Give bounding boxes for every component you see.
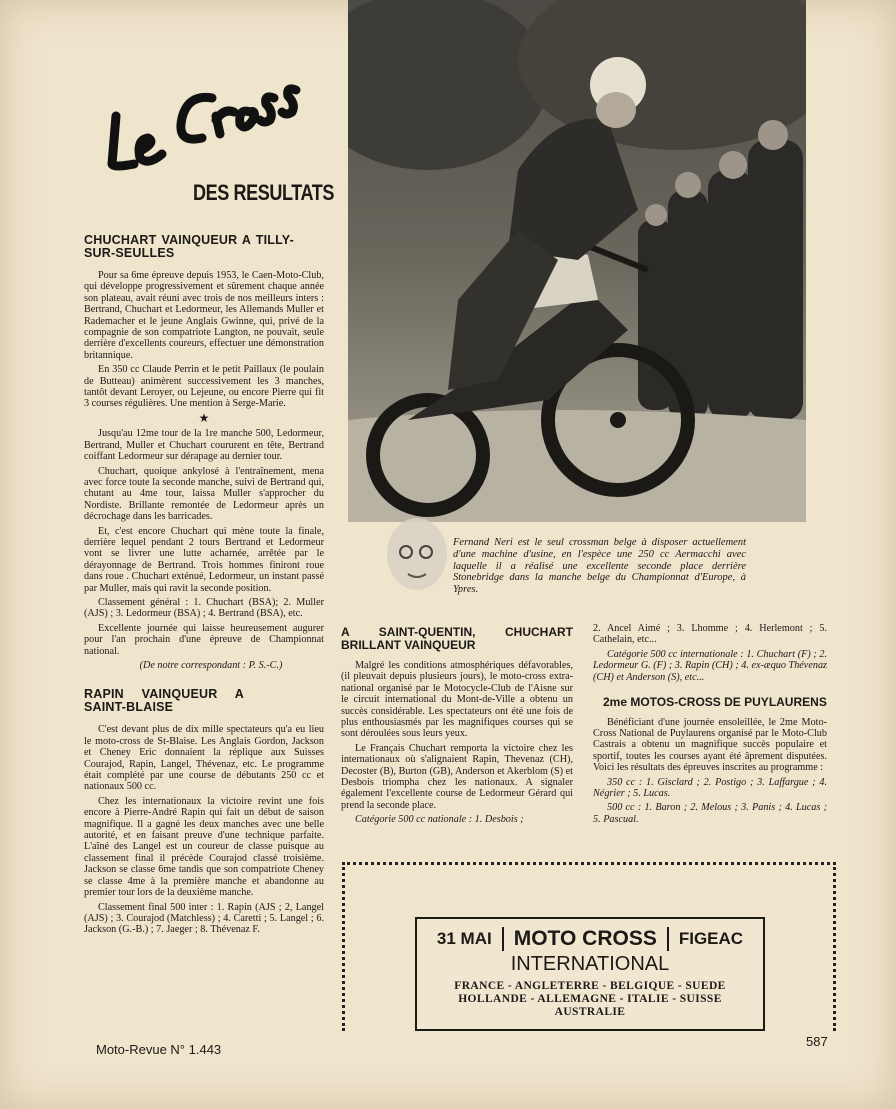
article-paragraph: Et, c'est encore Chuchart qui mène toute la finale, derrière lequel pendant 2 tours Bertrand et Ledormeur vont se livrer une lutte acharnée, arrêtée par le dérayonnage de Bertrand. Trois hommes finiront roue dans roue . Chuchart exténué, Ledormeur, un instant passé par Muller, mais qui ravit la seconde position.	[84, 525, 324, 594]
article-headline: A SAINT-QUENTIN, CHUCHART BRILLANT VAINQUEUR	[341, 625, 573, 652]
page-number: 587	[806, 1034, 828, 1049]
results-paragraph: 500 cc : 1. Baron ; 2. Melous ; 3. Panis ; 4. Lucas ; 5. Pascual.	[593, 802, 827, 825]
results-paragraph: Classement final 500 inter : 1. Rapin (AJS ; 2, Langel (AJS) ; 3. Courajod (Matchless) ; 4. Caretti ; 5. Langel ; 6. Jackson (G.-B.) ; 7. Jaeger ; 8. Thévenaz F.	[84, 901, 324, 936]
photo-caption: Fernand Neri est le seul crossman belge à disposer actuellement d'une machine d'usine, en l'espèce une 250 cc Aermacchi avec laquelle il a réalisé une excellente seconde place derrière Stonebridge dans la manche belge du Championnat d'Europe, à Ypres.	[453, 537, 746, 596]
footer-issue: Moto-Revue N° 1.443	[96, 1042, 222, 1057]
ad-countries-line: AUSTRALIE	[554, 1006, 626, 1018]
ad-countries-line: HOLLANDE - ALLEMAGNE - ITALIE - SUISSE	[458, 993, 722, 1005]
star-separator: ★	[198, 410, 210, 425]
article-paragraph: Jusqu'au 12me tour de la 1re manche 500, Ledormeur, Bertrand, Muller et Chuchart coururent en tête, Bertrand coiffant Ledormeur sur dérapage au dernier tour.	[84, 428, 324, 463]
article-paragraph: Chuchart, quoique ankylosé à l'entraînement, mena avec force toute la seconde manche, suivi de Bertrand qui, chutant au 4me tour, laissa Muller s'approcher du Nordiste. Brillante remontée de Ledormeur après un décrochage dans les barricades.	[84, 465, 324, 523]
results-paragraph: 350 cc : 1. Gisclard ; 2. Postigo ; 3. Laffargue ; 4. Négrier ; 5. Lucas.	[593, 776, 827, 799]
results-paragraph: Catégorie 500 cc internationale : 1. Chuchart (F) ; 2. Ledormeur G. (F) ; 3. Rapin (CH) ; 4. ex-æquo Thévenaz (CH) et Anderson (S), etc...	[593, 648, 827, 683]
section-subtitle: DES RESULTATS	[193, 180, 335, 205]
article-headline: 2me MOTOS-CROSS DE PUYLAURENS	[603, 695, 827, 710]
article-paragraph: Pour sa 6me épreuve depuis 1953, le Caen-Moto-Club, qui développe progressivement et sûrement chaque année son plateau, avait réuni avec trois de nos meilleurs inters : Bertrand, Chuchart et Ledormeur, les Allemands Muller et Rademacher et le jeune Anglais Gwinne, qui, privé de la compagnie de son compatriote Langton, ne pouvait, seule derrière d'excellents coureurs, effectuer une démonstration britannique.	[84, 270, 324, 361]
ad-countries-line: FRANCE - ANGLETERRE - BELGIQUE - SUEDE	[454, 980, 726, 992]
ad-subtitle: INTERNATIONAL	[510, 953, 670, 975]
le-cross-logo	[104, 68, 304, 178]
article-headline: CHUCHART VAINQUEUR A TILLY-SUR-SEULLES	[84, 233, 294, 260]
article-paragraph: En 350 cc Claude Perrin et le petit Paillaux (le poulain de Butteau) animèrent successivement les 3 manches, tantôt devant Leroyer, ou Lejeune, ou encore Pierre qui fit 3 courses régulières. Une mention à Serge-Marie.	[84, 364, 324, 410]
left-column	[84, 234, 324, 939]
article-paragraph: Bénéficiant d'une journée ensoleillée, le 2me Moto-Cross National de Puylaurens organisé par le Moto-Club Castrais a obtenu un magnifique succès populaire et sportif, toutes les courses ayant été âprement disputées. Voici les résultats des épreuves inscrites au programme :	[593, 716, 827, 774]
results-paragraph: Classement général : 1. Chuchart (BSA); 2. Muller (AJS) ; 3. Ledormeur (BSA) ; 4. Bertrand (BSA), etc.	[84, 596, 324, 620]
rider-illustration	[348, 0, 806, 522]
article-headline: RAPIN VAINQUEUR A SAINT-BLAISE	[84, 687, 244, 715]
rider-portrait	[378, 512, 456, 604]
article-paragraph: Le Français Chuchart remporta la victoire chez les internationaux où s'alignaient Rapin, Thevenaz (CH), Decoster (B), Burton (GB), Anderson et Akerblom (S) et Desbois triompha chez les nationaux. A signaler également l'excellente course de Ledormeur Gérard qui prend la seconde place.	[341, 742, 573, 811]
article-paragraph: Malgré les conditions atmosphériques défavorables, (il pleuvait depuis plusieurs jours), le moto-cross extra-national organisé par le Motocycle-Club de l'Aisne sur le circuit international du Mont-de-Ville a obtenu un succès considérable. Les spectateurs ont été une fois de plus enthousiasmés par les magnifiques courses qui se sont déroulées sous leurs yeux.	[341, 660, 573, 740]
ad-date: 31 MAI	[436, 929, 492, 948]
results-paragraph: Catégorie 500 cc nationale : 1. Desbois ;	[355, 814, 524, 826]
ad-city: FIGEAC	[678, 929, 744, 948]
correspondent-credit: (De notre correspondant : P. S.-C.)	[139, 660, 283, 671]
article-paragraph: Chez les internationaux la victoire revint une fois encore à Pierre-André Rapin qui fait un début de saison magnifique. Il a gagné les deux manches avec une belle autorité, et en faisant preuve d'une technique parfaite. L'aîné des Langel est un coureur de classe puisque au classement final il précède Courajod classé troisième. Jackson se classe 6me tandis que son compatriote Cheney se classe 4me à la première manche et abandonne au premier tour lors de la deuxième manche.	[84, 795, 324, 899]
ad-title: MOTO CROSS	[502, 927, 669, 951]
results-paragraph: 2. Ancel Aimé ; 3. Lhomme ; 4. Herlemont ; 5. Cathelain, etc...	[593, 623, 827, 646]
article-paragraph: C'est devant plus de dix mille spectateurs qu'a eu lieu le moto-cross de St-Blaise. Les Anglais Gordon, Jackson et Cheney Eric donnaient la réplique aux Suisses Courajod, Rapin, Langel, Thévenaz, etc. Le programme était complété par une course de débutants 250 cc et nationaux 500 cc.	[84, 724, 324, 793]
article-paragraph: Excellente journée qui laisse heureusement augurer pour l'an prochain d'une épreuve de Championnat national.	[84, 622, 324, 657]
right-column	[593, 623, 827, 828]
moto-cross-advertisement	[415, 917, 765, 1031]
middle-column	[341, 626, 573, 829]
motocross-photo	[348, 0, 806, 522]
